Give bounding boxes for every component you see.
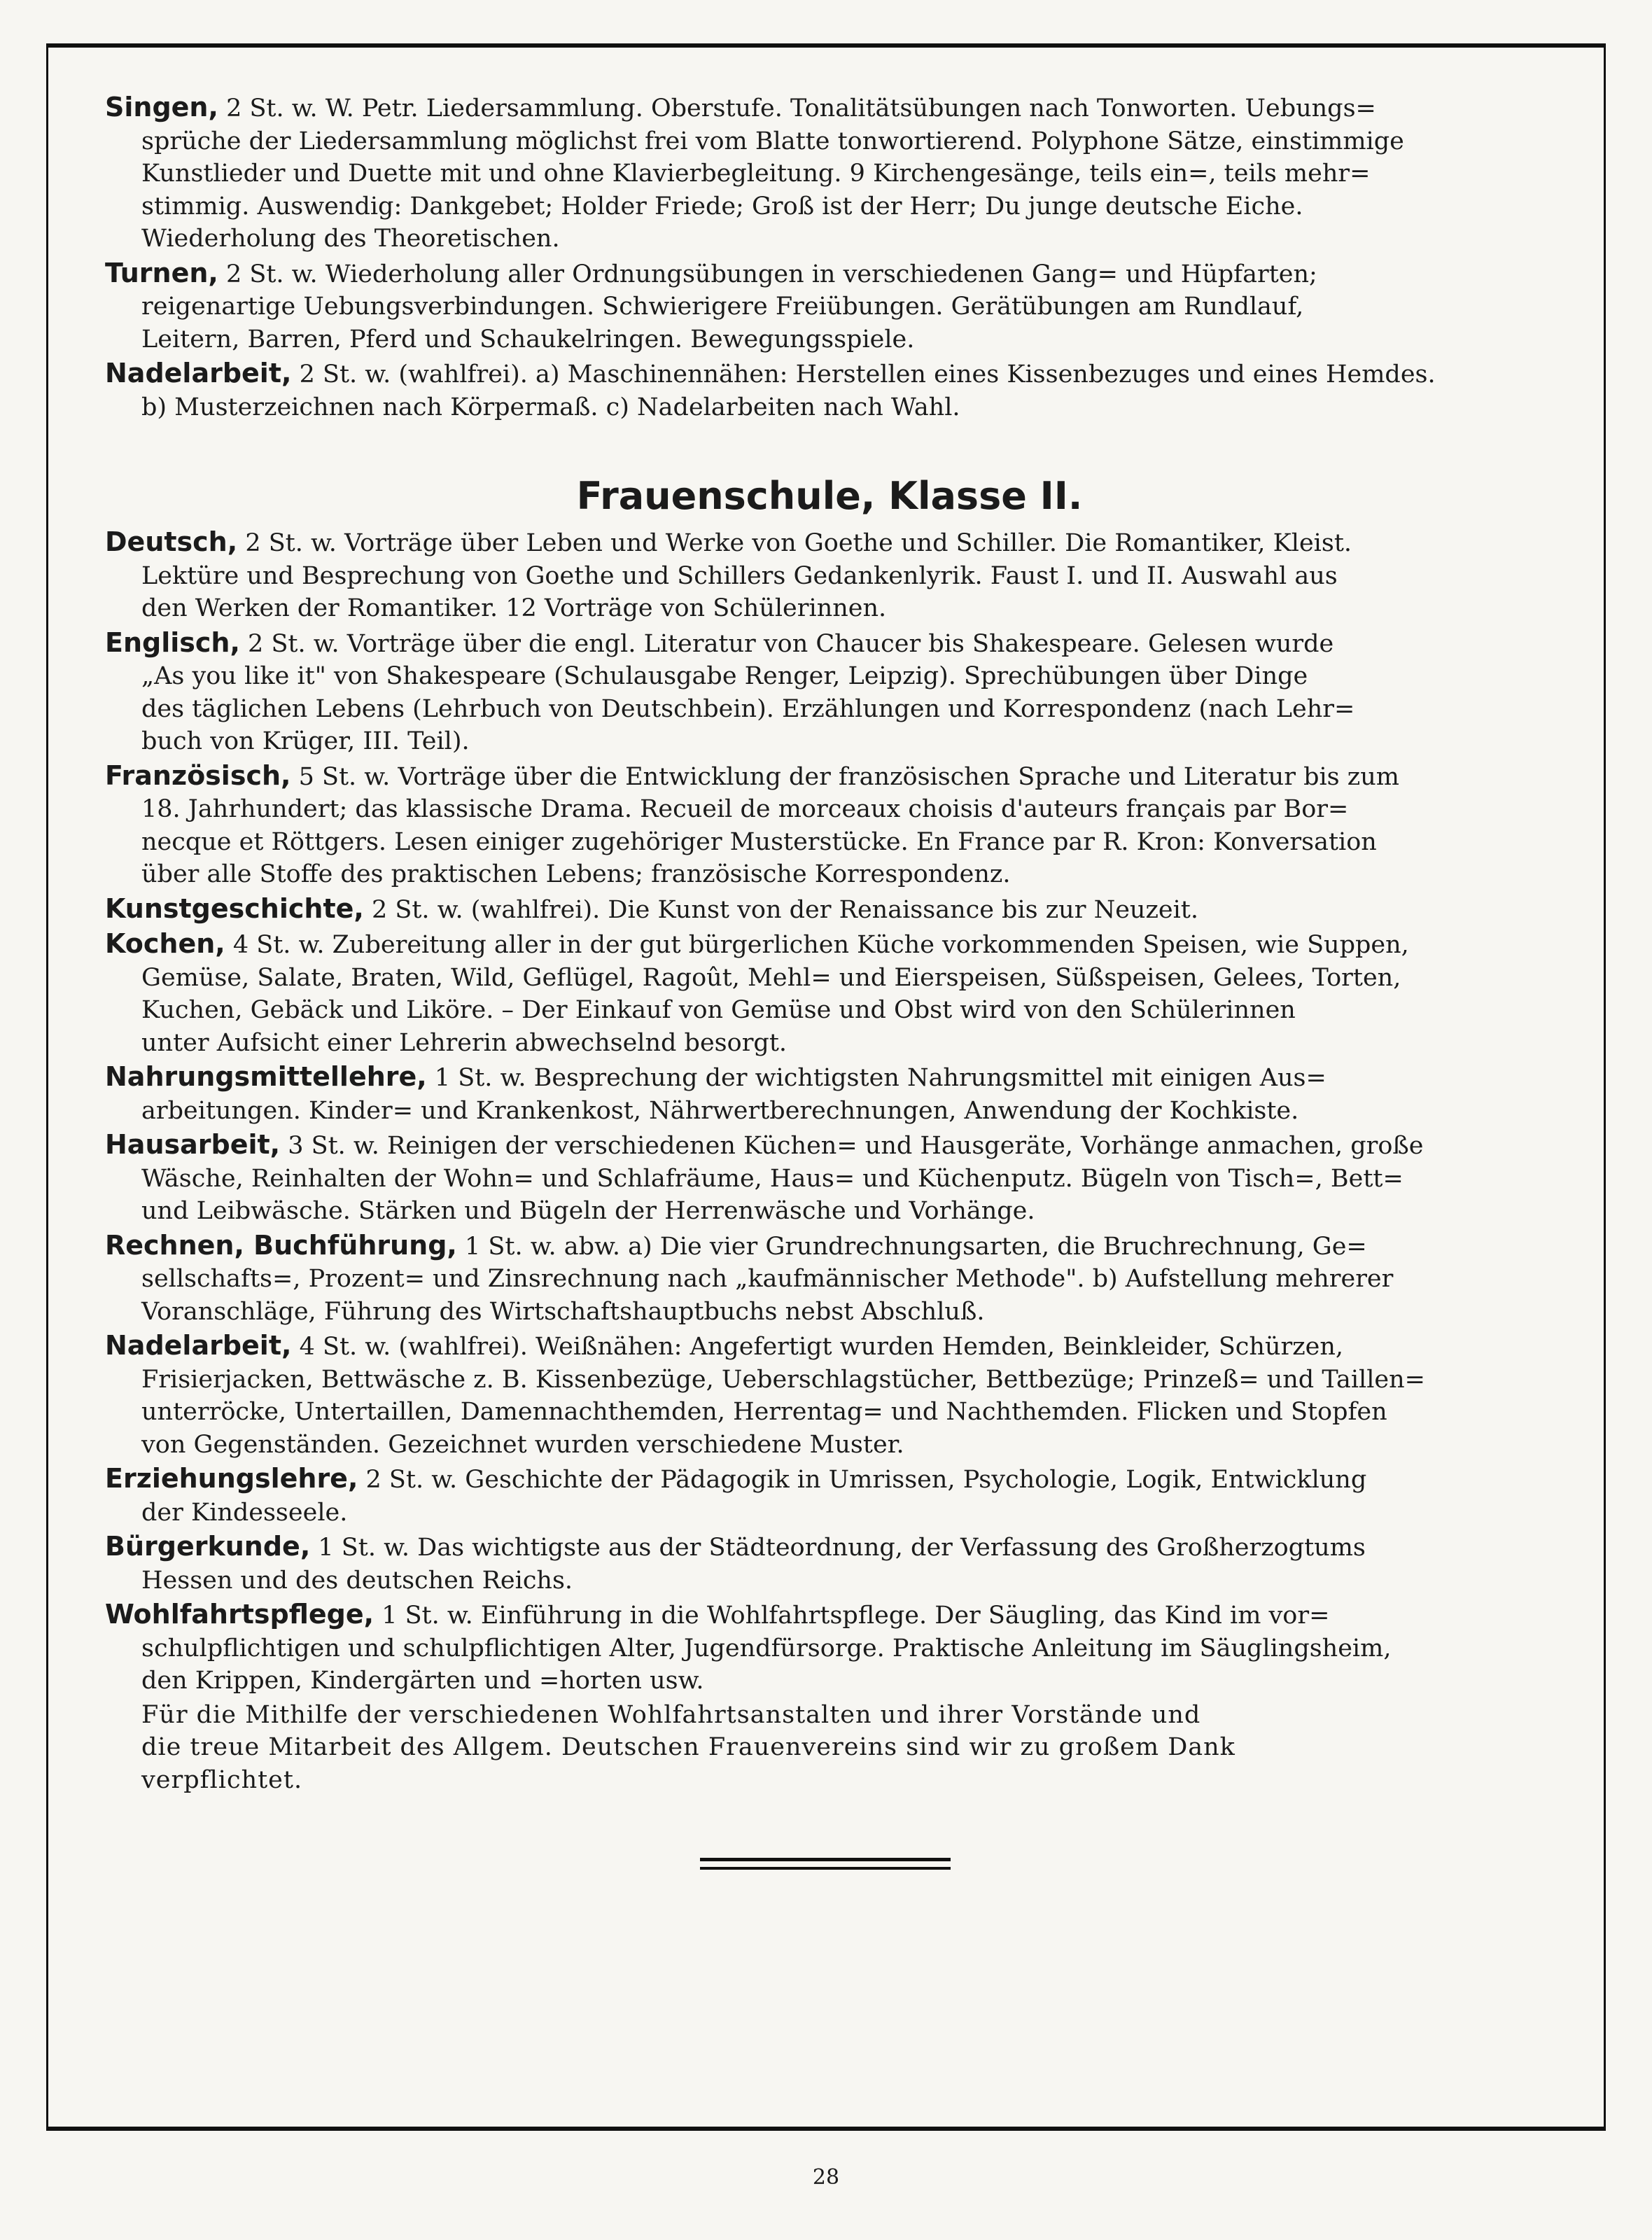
main-section — [105, 526, 1554, 1796]
closing-rule-top — [700, 1858, 951, 1861]
page-number: 28 — [812, 2165, 840, 2190]
top-section — [105, 91, 1554, 424]
entry-singen: Singen, 2 St. w. W. Petr. Liedersammlung. Oberstufe. Tonalitätsübungen nach Tonworten. Uebungs= sprüche der Liedersammlung möglichst frei vom Blatte tonwortierend. Polyphone Sätze, einstimmige Kunstlieder und Duette mit und ohne Klavierbegleitung. 9 Kirchengesänge, teils ein=, teils mehr= stimmig. Auswendig: Dankgebet; Holder Friede; Groß ist der Herr; Du junge deutsche Eiche. Wiederholung des Theoretischen. — [105, 92, 1404, 253]
entry-kochen: Kochen, 4 St. w. Zubereitung aller in der gut bürgerlichen Küche vorkommenden Speisen, wie Suppen, Gemüse, Salate, Braten, Wild, Geflügel, Ragoût, Mehl= und Eierspeisen, Süßspeisen, Gelees, Torten, Kuchen, Gebäck und Liköre. – Der Einkauf von Gemüse und Obst wird von den Schülerinnen unter Aufsicht einer Lehrerin abwechselnd besorgt. — [105, 928, 1409, 1057]
subject-label: Turnen, — [105, 257, 218, 288]
entry-rechnen-buchfuehrung: Rechnen, Buchführung, 1 St. w. abw. a) Die vier Grundrechnungsarten, die Bruchrechnung, Ge= sellschafts=, Prozent= und Zinsrechnung nach „kaufmännischer Methode". b) Aufstellung mehrerer Voranschläge, Führung des Wirtschaftshauptbuchs nebst Abschluß. — [105, 1229, 1394, 1326]
closing-note: Für die Mithilfe der verschiedenen Wohlfahrtsanstalten und ihrer Vorstände und die treue Mitarbeit des Allgem. Deutschen Frauenvereins sind wir zu großem Dank verpflichtet. — [141, 1700, 1236, 1794]
entry-erziehungslehre: Erziehungslehre, 2 St. w. Geschichte der Pädagogik in Umrissen, Psychologie, Logik, Entwicklung der Kindesseele. — [105, 1463, 1367, 1527]
page-content — [105, 91, 1554, 1798]
entry-franzoesisch: Französisch, 5 St. w. Vorträge über die Entwicklung der französischen Sprache und Literatur bis zum 18. Jahrhundert; das klassische Drama. Recueil de morceaux choisis d'auteurs français par Bor= necque et Röttgers. Lesen einiger zugehöriger Musterstücke. En France par R. Kron: Konversation über alle Stoffe des praktischen Lebens; französische Korrespondenz. — [105, 760, 1399, 888]
subject-label: Bürgerkunde, — [105, 1531, 311, 1562]
subject-label: Nadelarbeit, — [105, 1330, 292, 1361]
entry-wohlfahrtspflege: Wohlfahrtspflege, 1 St. w. Einführung in die Wohlfahrtspflege. Der Säugling, das Kind im vor= schulpflichtigen und schulpflichtigen Alter, Jugendfürsorge. Praktische Anleitung im Säuglingsheim, den Krippen, Kindergärten und =horten usw. — [105, 1599, 1392, 1695]
entry-turnen: Turnen, 2 St. w. Wiederholung aller Ordnungsübungen in verschiedenen Gang= und Hüpfarten; reigenartige Uebungsverbindungen. Schwierigere Freiübungen. Gerätübungen am Rundlauf, Leitern, Barren, Pferd und Schaukelringen. Bewegungsspiele. — [105, 257, 1317, 354]
entry-nahrungsmittellehre: Nahrungsmittellehre, 1 St. w. Besprechung der wichtigsten Nahrungsmittel mit einigen Aus= arbeitungen. Kinder= und Krankenkost, Nährwertberechnungen, Anwendung der Kochkiste. — [105, 1061, 1326, 1125]
entry-deutsch: Deutsch, 2 St. w. Vorträge über Leben und Werke von Goethe und Schiller. Die Romantiker, Kleist. Lektüre und Besprechung von Goethe und Schillers Gedankenlyrik. Faust I. und II. Auswahl aus den Werken der Romantiker. 12 Vorträge von Schülerinnen. — [105, 526, 1352, 622]
subject-label: Erziehungslehre, — [105, 1463, 358, 1494]
subject-label: Kochen, — [105, 928, 225, 959]
subject-label: Französisch, — [105, 760, 291, 791]
closing-rule-bottom — [700, 1867, 951, 1870]
subject-label: Rechnen, Buchführung, — [105, 1229, 457, 1261]
subject-label: Kunstgeschichte, — [105, 892, 364, 924]
section-heading: Frauenschule, Klasse II. — [576, 474, 1083, 518]
subject-label: Englisch, — [105, 626, 240, 658]
entry-nadelarbeit-2: Nadelarbeit, 4 St. w. (wahlfrei). Weißnähen: Angefertigt wurden Hemden, Beinkleider, Schürzen, Frisierjacken, Bettwäsche z. B. Kissenbezüge, Ueberschlagstücher, Bettbezüge; Prinzeß= und Taillen= unterröcke, Untertaillen, Damennachthemden, Herrentag= und Nachthemden. Flicken und Stopfen von Gegenständen. Gezeichnet wurden verschiedene Muster. — [105, 1330, 1425, 1459]
entry-englisch: Englisch, 2 St. w. Vorträge über die engl. Literatur von Chaucer bis Shakespeare. Gelesen wurde „As you like it" von Shakespeare (Schulausgabe Renger, Leipzig). Sprechübungen über Dinge des täglichen Lebens (Lehrbuch von Deutschbein). Erzählungen und Korrespondenz (nach Lehr= buch von Krüger, III. Teil). — [105, 626, 1355, 755]
subject-label: Deutsch, — [105, 526, 238, 557]
subject-label: Nahrungsmittellehre, — [105, 1061, 427, 1092]
entry-hausarbeit: Hausarbeit, 3 St. w. Reinigen der verschiedenen Küchen= und Hausgeräte, Vorhänge anmachen, große Wäsche, Reinhalten der Wohn= und Schlafräume, Haus= und Küchenputz. Bügeln von Tisch=, Bett= und Leibwäsche. Stärken und Bügeln der Herrenwäsche und Vorhänge. — [105, 1129, 1424, 1225]
entry-nadelarbeit-1: Nadelarbeit, 2 St. w. (wahlfrei). a) Maschinennähen: Herstellen eines Kissenbezuges und eines Hemdes. b) Musterzeichnen nach Körpermaß. c) Nadelarbeiten nach Wahl. — [105, 358, 1436, 421]
entry-kunstgeschichte: Kunstgeschichte, 2 St. w. (wahlfrei). Die Kunst von der Renaissance bis zur Neuzeit. — [105, 892, 1198, 924]
subject-label: Singen, — [105, 92, 218, 122]
entry-buergerkunde: Bürgerkunde, 1 St. w. Das wichtigste aus der Städteordnung, der Verfassung des Großherzogtums Hessen und des deutschen Reichs. — [105, 1531, 1366, 1595]
subject-label: Hausarbeit, — [105, 1129, 281, 1160]
subject-label: Wohlfahrtspflege, — [105, 1599, 374, 1630]
subject-label: Nadelarbeit, — [105, 358, 292, 388]
